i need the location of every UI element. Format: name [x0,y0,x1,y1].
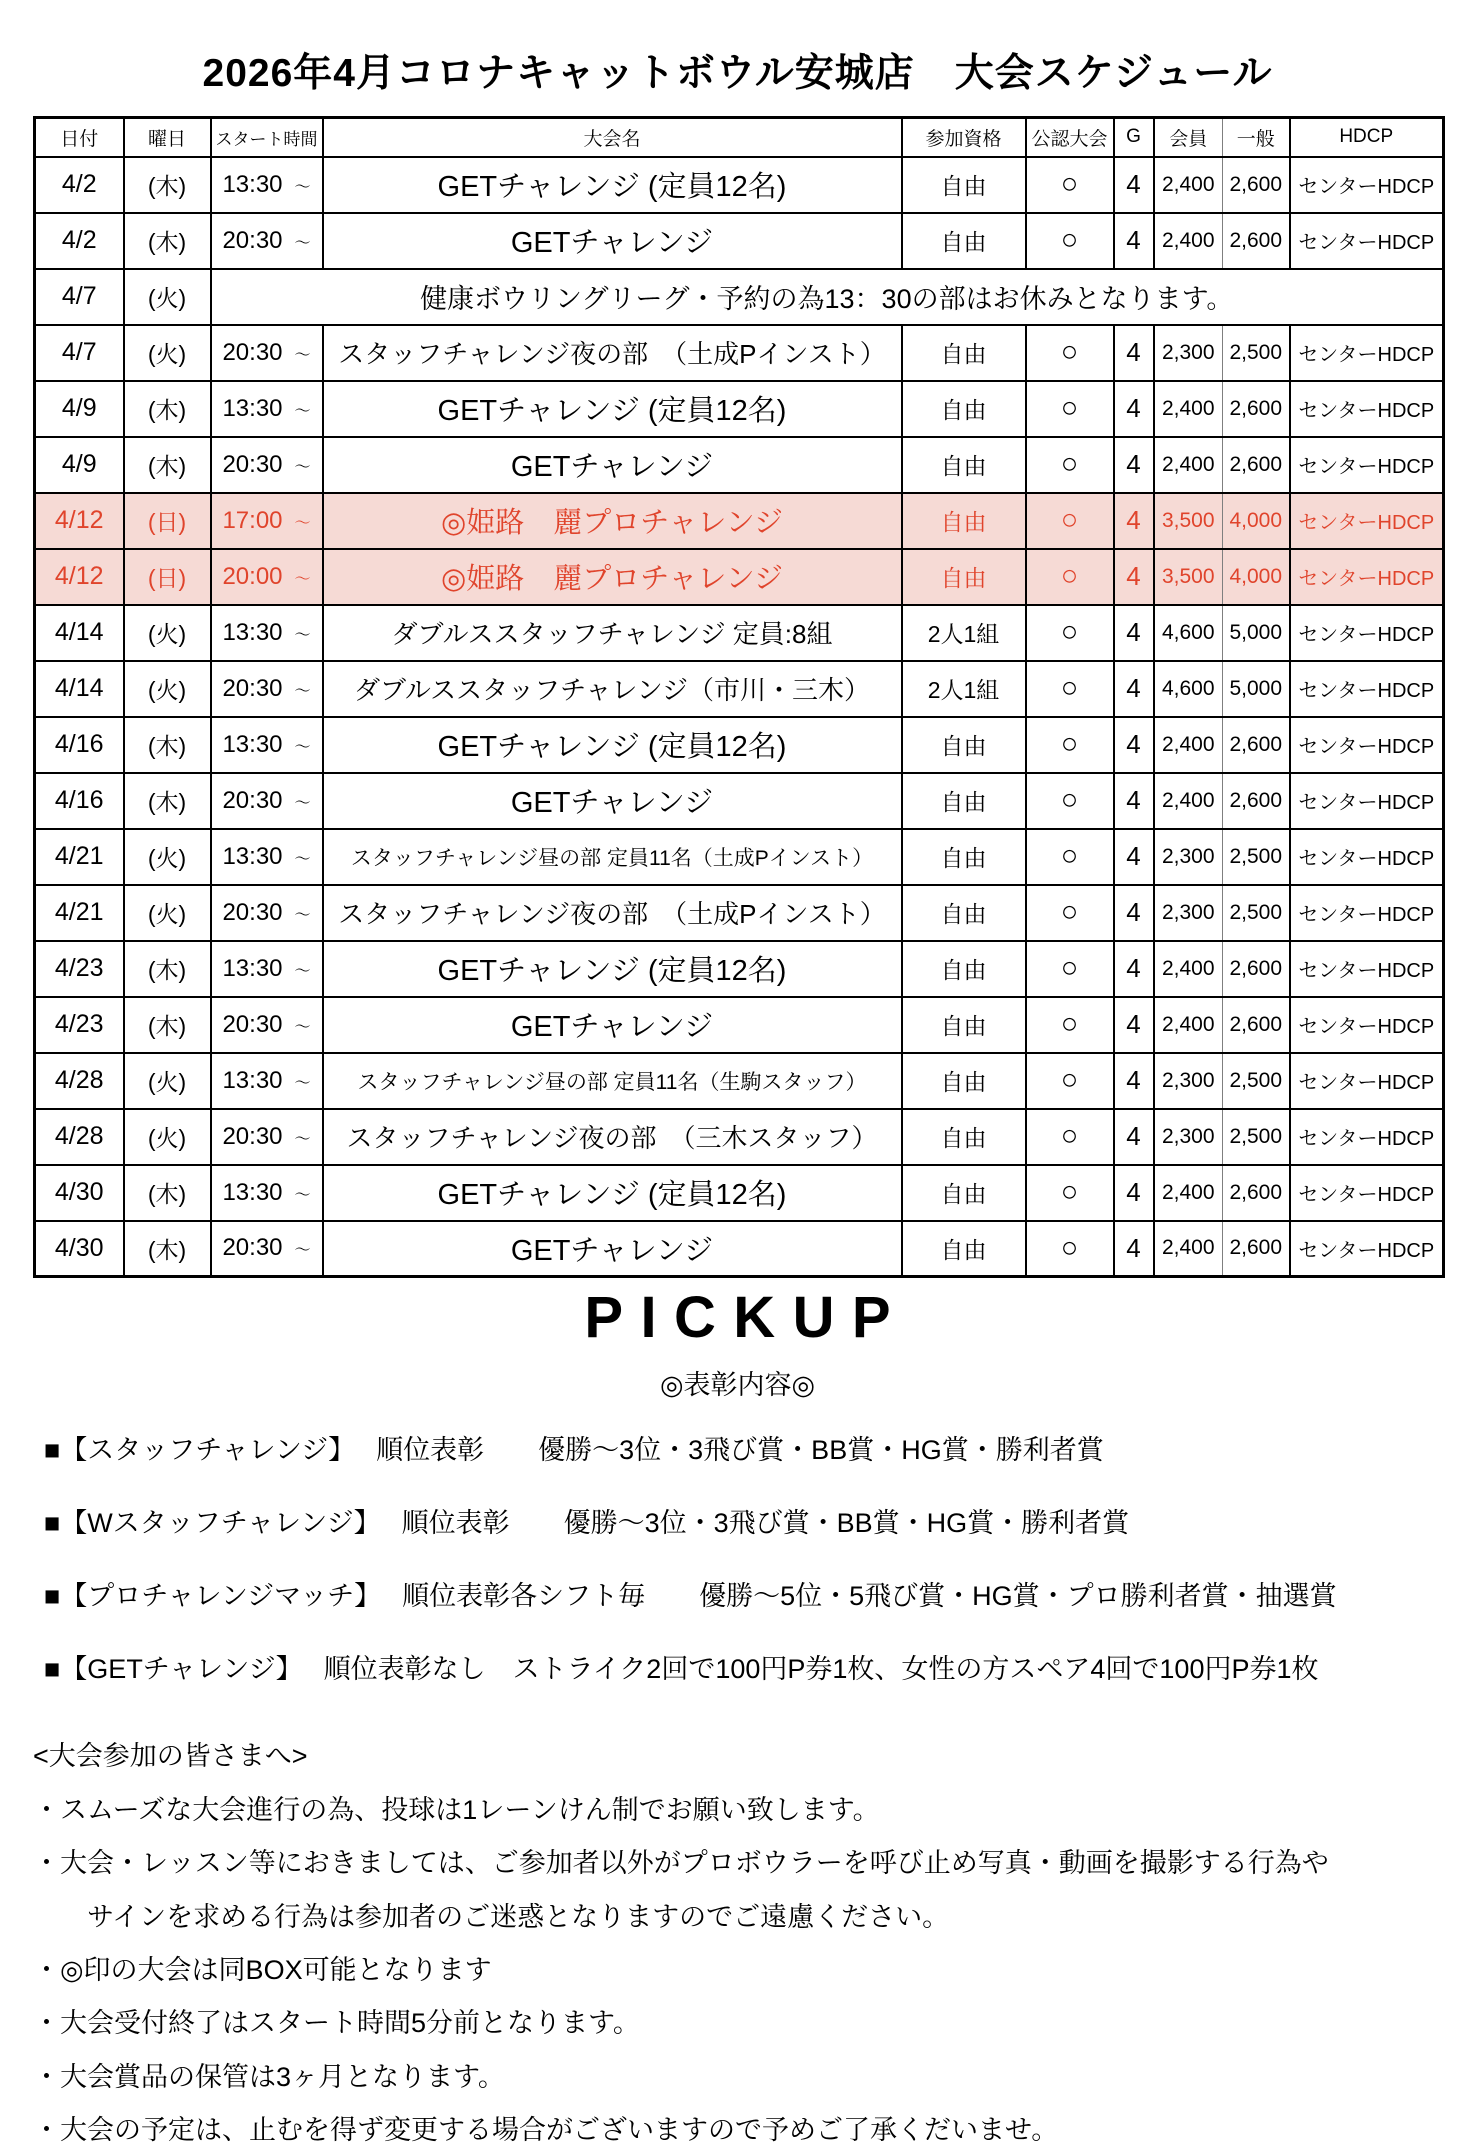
table-row [35,157,1444,213]
award-item: ■【プロチャレンジマッチ】 順位表彰各シフト毎 優勝～5位・5飛び賞・HG賞・プロ勝利者賞・抽選賞 [44,1580,1337,1611]
cell-qualification: 2人1組 [902,605,1026,661]
start-time-value: 20:30 [222,786,283,814]
cell-general-fee: 2,500 [1223,325,1290,381]
column-header-start-time: スタート時間 [211,118,323,157]
cell-start-time [211,437,323,493]
cell-qualification: 自由 [902,1053,1026,1109]
cell-games: 4 [1114,437,1154,493]
cell-start-time [211,941,323,997]
cell-qualification: 自由 [902,717,1026,773]
cell-general-fee: 2,500 [1223,885,1290,941]
cell-tournament-name: ダブルススタッフチャレンジ（市川・三木） [323,661,902,717]
cell-start-time [211,717,323,773]
start-time-value: 13:30 [222,1066,283,1094]
time-tilde: ～ [294,234,311,252]
cell-general-fee: 2,600 [1223,773,1290,829]
cell-hdcp: センターHDCP [1290,661,1444,717]
cell-start-time [211,381,323,437]
cell-hdcp: センターHDCP [1290,437,1444,493]
pickup-subheading: ◎表彰内容◎ [659,1369,816,1400]
cell-qualification: 自由 [902,1109,1026,1165]
cell-games: 4 [1114,549,1154,605]
cell-official-mark: ○ [1026,885,1114,941]
cell-games: 4 [1114,1053,1154,1109]
cell-official-mark: ○ [1026,661,1114,717]
note-item: ・スムーズな大会進行の為、投球は1レーンけん制でお願い致します。 [33,1794,880,1825]
time-tilde: ～ [294,738,311,756]
cell-start-time [211,1165,323,1221]
table-row [35,213,1444,269]
cell-member-fee: 2,400 [1154,157,1223,213]
cell-date: 4/16 [35,773,124,829]
cell-day: (火) [124,269,211,325]
cell-hdcp: センターHDCP [1290,885,1444,941]
cell-games: 4 [1114,661,1154,717]
cell-qualification: 2人1組 [902,661,1026,717]
table-row [35,325,1444,381]
note-item: ・大会賞品の保管は3ヶ月となります。 [33,2061,505,2092]
start-time-value: 13:30 [222,394,283,422]
table-row [35,493,1444,549]
pickup-heading: PICKUP [584,1285,908,1350]
time-tilde: ～ [294,794,311,812]
cell-date: 4/21 [35,885,124,941]
cell-member-fee: 2,400 [1154,941,1223,997]
table-row [35,1053,1444,1109]
cell-day: (木) [124,1221,211,1277]
cell-tournament-name: GETチャレンジ (定員12名) [323,941,902,997]
cell-tournament-name: スタッフチャレンジ昼の部 定員11名（生駒スタッフ） [323,1053,902,1109]
cell-member-fee: 2,400 [1154,997,1223,1053]
cell-general-fee: 2,500 [1223,829,1290,885]
cell-games: 4 [1114,773,1154,829]
notes-heading: <大会参加の皆さまへ> [33,1740,308,1771]
time-tilde: ～ [294,458,311,476]
cell-date: 4/23 [35,997,124,1053]
cell-qualification: 自由 [902,213,1026,269]
schedule-table [33,116,1445,1278]
start-time-value: 13:30 [222,170,283,198]
cell-member-fee: 2,300 [1154,325,1223,381]
time-tilde: ～ [294,906,311,924]
cell-tournament-name: GETチャレンジ [323,213,902,269]
start-time-value: 13:30 [222,1178,283,1206]
cell-qualification: 自由 [902,773,1026,829]
cell-hdcp: センターHDCP [1290,1165,1444,1221]
cell-qualification: 自由 [902,437,1026,493]
cell-day: (日) [124,493,211,549]
start-time-value: 13:30 [222,954,283,982]
cell-general-fee: 2,600 [1223,941,1290,997]
cell-member-fee: 2,300 [1154,885,1223,941]
cell-league-notice: 健康ボウリングリーグ・予約の為13：30の部はお休みとなります。 [211,269,1444,325]
column-header-official-tournament: 公認大会 [1026,118,1114,157]
cell-general-fee: 2,600 [1223,997,1290,1053]
cell-member-fee: 3,500 [1154,549,1223,605]
cell-day: (木) [124,997,211,1053]
cell-general-fee: 2,600 [1223,1221,1290,1277]
award-item: ■【スタッフチャレンジ】 順位表彰 優勝～3位・3飛び賞・BB賞・HG賞・勝利者賞 [44,1434,1104,1465]
cell-hdcp: センターHDCP [1290,829,1444,885]
start-time-value: 20:30 [222,338,283,366]
cell-tournament-name: ◎姫路 麗プロチャレンジ [323,493,902,549]
cell-start-time [211,1109,323,1165]
column-header-qualification: 参加資格 [902,118,1026,157]
page-title: 2026年4月コロナキャットボウル安城店 大会スケジュール [202,52,1273,95]
cell-day: (火) [124,661,211,717]
time-tilde: ～ [294,1074,311,1092]
table-row [35,381,1444,437]
schedule-page [0,42,1475,2147]
cell-hdcp: センターHDCP [1290,997,1444,1053]
cell-official-mark: ○ [1026,157,1114,213]
cell-date: 4/2 [35,213,124,269]
table-row [35,773,1444,829]
cell-date: 4/12 [35,549,124,605]
cell-member-fee: 2,300 [1154,829,1223,885]
cell-hdcp: センターHDCP [1290,1109,1444,1165]
cell-hdcp: センターHDCP [1290,1053,1444,1109]
time-tilde: ～ [294,682,311,700]
cell-official-mark: ○ [1026,325,1114,381]
cell-day: (木) [124,773,211,829]
cell-start-time [211,885,323,941]
cell-start-time [211,1221,323,1277]
table-row [35,605,1444,661]
cell-hdcp: センターHDCP [1290,213,1444,269]
cell-games: 4 [1114,325,1154,381]
cell-member-fee: 2,400 [1154,437,1223,493]
start-time-value: 20:30 [222,1234,283,1262]
cell-day: (火) [124,885,211,941]
cell-start-time [211,213,323,269]
start-time-value: 20:00 [222,562,283,590]
award-item: ■【GETチャレンジ】 順位表彰なし ストライク2回で100円P券1枚、女性の方スペア4回で100円P券1枚 [44,1653,1319,1684]
cell-general-fee: 2,600 [1223,717,1290,773]
cell-member-fee: 2,400 [1154,1221,1223,1277]
table-row [35,885,1444,941]
cell-official-mark: ○ [1026,717,1114,773]
cell-start-time [211,1053,323,1109]
time-tilde: ～ [294,1018,311,1036]
cell-general-fee: 2,500 [1223,1053,1290,1109]
time-tilde: ～ [294,346,311,364]
time-tilde: ～ [294,570,311,588]
cell-qualification: 自由 [902,997,1026,1053]
note-item: ・大会受付終了はスタート時間5分前となります。 [33,2008,640,2039]
cell-member-fee: 2,400 [1154,381,1223,437]
cell-games: 4 [1114,1165,1154,1221]
cell-date: 4/7 [35,325,124,381]
start-time-value: 20:30 [222,1010,283,1038]
cell-day: (木) [124,381,211,437]
cell-member-fee: 2,400 [1154,773,1223,829]
table-header-row [35,118,1444,157]
cell-tournament-name: スタッフチャレンジ夜の部 （土成Pインスト） [323,885,902,941]
cell-day: (火) [124,1053,211,1109]
start-time-value: 20:30 [222,1122,283,1150]
start-time-value: 13:30 [222,842,283,870]
cell-games: 4 [1114,605,1154,661]
cell-date: 4/23 [35,941,124,997]
cell-official-mark: ○ [1026,941,1114,997]
table-row [35,437,1444,493]
start-time-value: 20:30 [222,226,283,254]
cell-games: 4 [1114,1221,1154,1277]
cell-member-fee: 4,600 [1154,661,1223,717]
note-item: ・大会・レッスン等におきましては、ご参加者以外がプロボウラーを呼び止め写真・動画を撮影する行為や [33,1848,1329,1879]
column-header-member-fee: 会員 [1154,118,1223,157]
cell-official-mark: ○ [1026,1109,1114,1165]
cell-hdcp: センターHDCP [1290,493,1444,549]
cell-tournament-name: GETチャレンジ [323,1221,902,1277]
cell-date: 4/12 [35,493,124,549]
cell-qualification: 自由 [902,829,1026,885]
cell-games: 4 [1114,1109,1154,1165]
cell-games: 4 [1114,829,1154,885]
cell-member-fee: 2,300 [1154,1109,1223,1165]
cell-qualification: 自由 [902,157,1026,213]
cell-qualification: 自由 [902,549,1026,605]
cell-official-mark: ○ [1026,381,1114,437]
time-tilde: ～ [294,1186,311,1204]
cell-day: (木) [124,157,211,213]
table-row [35,549,1444,605]
cell-date: 4/14 [35,661,124,717]
cell-day: (木) [124,1165,211,1221]
cell-official-mark: ○ [1026,1221,1114,1277]
cell-date: 4/14 [35,605,124,661]
cell-date: 4/30 [35,1221,124,1277]
start-time-value: 13:30 [222,730,283,758]
cell-member-fee: 2,400 [1154,717,1223,773]
column-header-games: G [1114,118,1154,157]
cell-start-time [211,829,323,885]
time-tilde: ～ [294,402,311,420]
start-time-value: 20:30 [222,898,283,926]
cell-games: 4 [1114,717,1154,773]
cell-day: (火) [124,605,211,661]
column-header-hdcp: HDCP [1290,118,1444,157]
cell-hdcp: センターHDCP [1290,717,1444,773]
start-time-value: 20:30 [222,450,283,478]
note-item: ・◎印の大会は同BOX可能となります [33,1955,492,1986]
cell-official-mark: ○ [1026,773,1114,829]
cell-tournament-name: GETチャレンジ (定員12名) [323,381,902,437]
time-tilde: ～ [294,850,311,868]
cell-tournament-name: ダブルススタッフチャレンジ 定員:8組 [323,605,902,661]
cell-general-fee: 5,000 [1223,661,1290,717]
table-row [35,1221,1444,1277]
cell-games: 4 [1114,941,1154,997]
start-time-value: 20:30 [222,674,283,702]
cell-start-time [211,549,323,605]
cell-official-mark: ○ [1026,493,1114,549]
cell-qualification: 自由 [902,381,1026,437]
cell-qualification: 自由 [902,325,1026,381]
note-item: サインを求める行為は参加者のご迷惑となりますのでご遠慮ください。 [33,1901,950,1932]
time-tilde: ～ [294,626,311,644]
cell-tournament-name: GETチャレンジ (定員12名) [323,157,902,213]
cell-date: 4/30 [35,1165,124,1221]
cell-hdcp: センターHDCP [1290,157,1444,213]
cell-tournament-name: GETチャレンジ [323,997,902,1053]
cell-start-time [211,157,323,213]
cell-general-fee: 4,000 [1223,549,1290,605]
cell-general-fee: 2,600 [1223,157,1290,213]
cell-date: 4/28 [35,1109,124,1165]
cell-games: 4 [1114,885,1154,941]
time-tilde: ～ [294,514,311,532]
cell-date: 4/21 [35,829,124,885]
cell-hdcp: センターHDCP [1290,549,1444,605]
cell-start-time [211,605,323,661]
cell-day: (火) [124,325,211,381]
cell-general-fee: 2,600 [1223,213,1290,269]
cell-official-mark: ○ [1026,829,1114,885]
cell-day: (木) [124,717,211,773]
start-time-value: 17:00 [222,506,283,534]
cell-qualification: 自由 [902,1165,1026,1221]
cell-games: 4 [1114,157,1154,213]
award-item: ■【Wスタッフチャレンジ】 順位表彰 優勝～3位・3飛び賞・BB賞・HG賞・勝利者賞 [44,1507,1130,1538]
table-row [35,997,1444,1053]
cell-member-fee: 2,300 [1154,1053,1223,1109]
time-tilde: ～ [294,1130,311,1148]
cell-games: 4 [1114,213,1154,269]
cell-general-fee: 2,500 [1223,1109,1290,1165]
cell-tournament-name: スタッフチャレンジ夜の部 （土成Pインスト） [323,325,902,381]
cell-day: (木) [124,941,211,997]
cell-official-mark: ○ [1026,213,1114,269]
cell-date: 4/9 [35,381,124,437]
cell-general-fee: 2,600 [1223,381,1290,437]
cell-start-time [211,325,323,381]
cell-tournament-name: GETチャレンジ (定員12名) [323,1165,902,1221]
table-row [35,717,1444,773]
cell-start-time [211,773,323,829]
table-row [35,269,1444,325]
cell-tournament-name: スタッフチャレンジ夜の部 （三木スタッフ） [323,1109,902,1165]
cell-games: 4 [1114,997,1154,1053]
cell-hdcp: センターHDCP [1290,773,1444,829]
cell-date: 4/28 [35,1053,124,1109]
cell-hdcp: センターHDCP [1290,325,1444,381]
cell-general-fee: 4,000 [1223,493,1290,549]
cell-hdcp: センターHDCP [1290,381,1444,437]
cell-games: 4 [1114,493,1154,549]
cell-day: (木) [124,437,211,493]
cell-official-mark: ○ [1026,549,1114,605]
notes-list [0,1794,1475,2147]
cell-tournament-name: ◎姫路 麗プロチャレンジ [323,549,902,605]
start-time-value: 13:30 [222,618,283,646]
column-header-date: 日付 [35,118,124,157]
note-item: ・大会の予定は、止むを得ず変更する場合がございますので予めご了承くだいませ。 [33,2115,1059,2146]
cell-member-fee: 4,600 [1154,605,1223,661]
cell-start-time [211,493,323,549]
cell-member-fee: 2,400 [1154,1165,1223,1221]
cell-date: 4/16 [35,717,124,773]
cell-official-mark: ○ [1026,1165,1114,1221]
cell-qualification: 自由 [902,885,1026,941]
cell-official-mark: ○ [1026,437,1114,493]
cell-qualification: 自由 [902,1221,1026,1277]
column-header-tournament-name: 大会名 [323,118,902,157]
cell-date: 4/9 [35,437,124,493]
cell-date: 4/2 [35,157,124,213]
cell-games: 4 [1114,381,1154,437]
table-row [35,829,1444,885]
cell-day: (火) [124,1109,211,1165]
cell-official-mark: ○ [1026,997,1114,1053]
table-row [35,1165,1444,1221]
table-row [35,661,1444,717]
cell-day: (木) [124,213,211,269]
awards-list [0,1428,1475,1686]
cell-general-fee: 2,600 [1223,1165,1290,1221]
cell-start-time [211,997,323,1053]
cell-day: (火) [124,829,211,885]
cell-tournament-name: GETチャレンジ [323,773,902,829]
cell-official-mark: ○ [1026,1053,1114,1109]
column-header-day: 曜日 [124,118,211,157]
time-tilde: ～ [294,178,311,196]
cell-qualification: 自由 [902,941,1026,997]
cell-official-mark: ○ [1026,605,1114,661]
time-tilde: ～ [294,962,311,980]
cell-start-time [211,661,323,717]
cell-hdcp: センターHDCP [1290,941,1444,997]
cell-member-fee: 2,400 [1154,213,1223,269]
time-tilde: ～ [294,1242,311,1260]
cell-hdcp: センターHDCP [1290,1221,1444,1277]
table-row [35,1109,1444,1165]
cell-day: (日) [124,549,211,605]
cell-hdcp: センターHDCP [1290,605,1444,661]
cell-qualification: 自由 [902,493,1026,549]
cell-date: 4/7 [35,269,124,325]
column-header-general-fee: 一般 [1223,118,1290,157]
cell-member-fee: 3,500 [1154,493,1223,549]
cell-general-fee: 2,600 [1223,437,1290,493]
cell-tournament-name: GETチャレンジ (定員12名) [323,717,902,773]
cell-tournament-name: GETチャレンジ [323,437,902,493]
cell-general-fee: 5,000 [1223,605,1290,661]
table-row [35,941,1444,997]
cell-tournament-name: スタッフチャレンジ昼の部 定員11名（土成Pインスト） [323,829,902,885]
